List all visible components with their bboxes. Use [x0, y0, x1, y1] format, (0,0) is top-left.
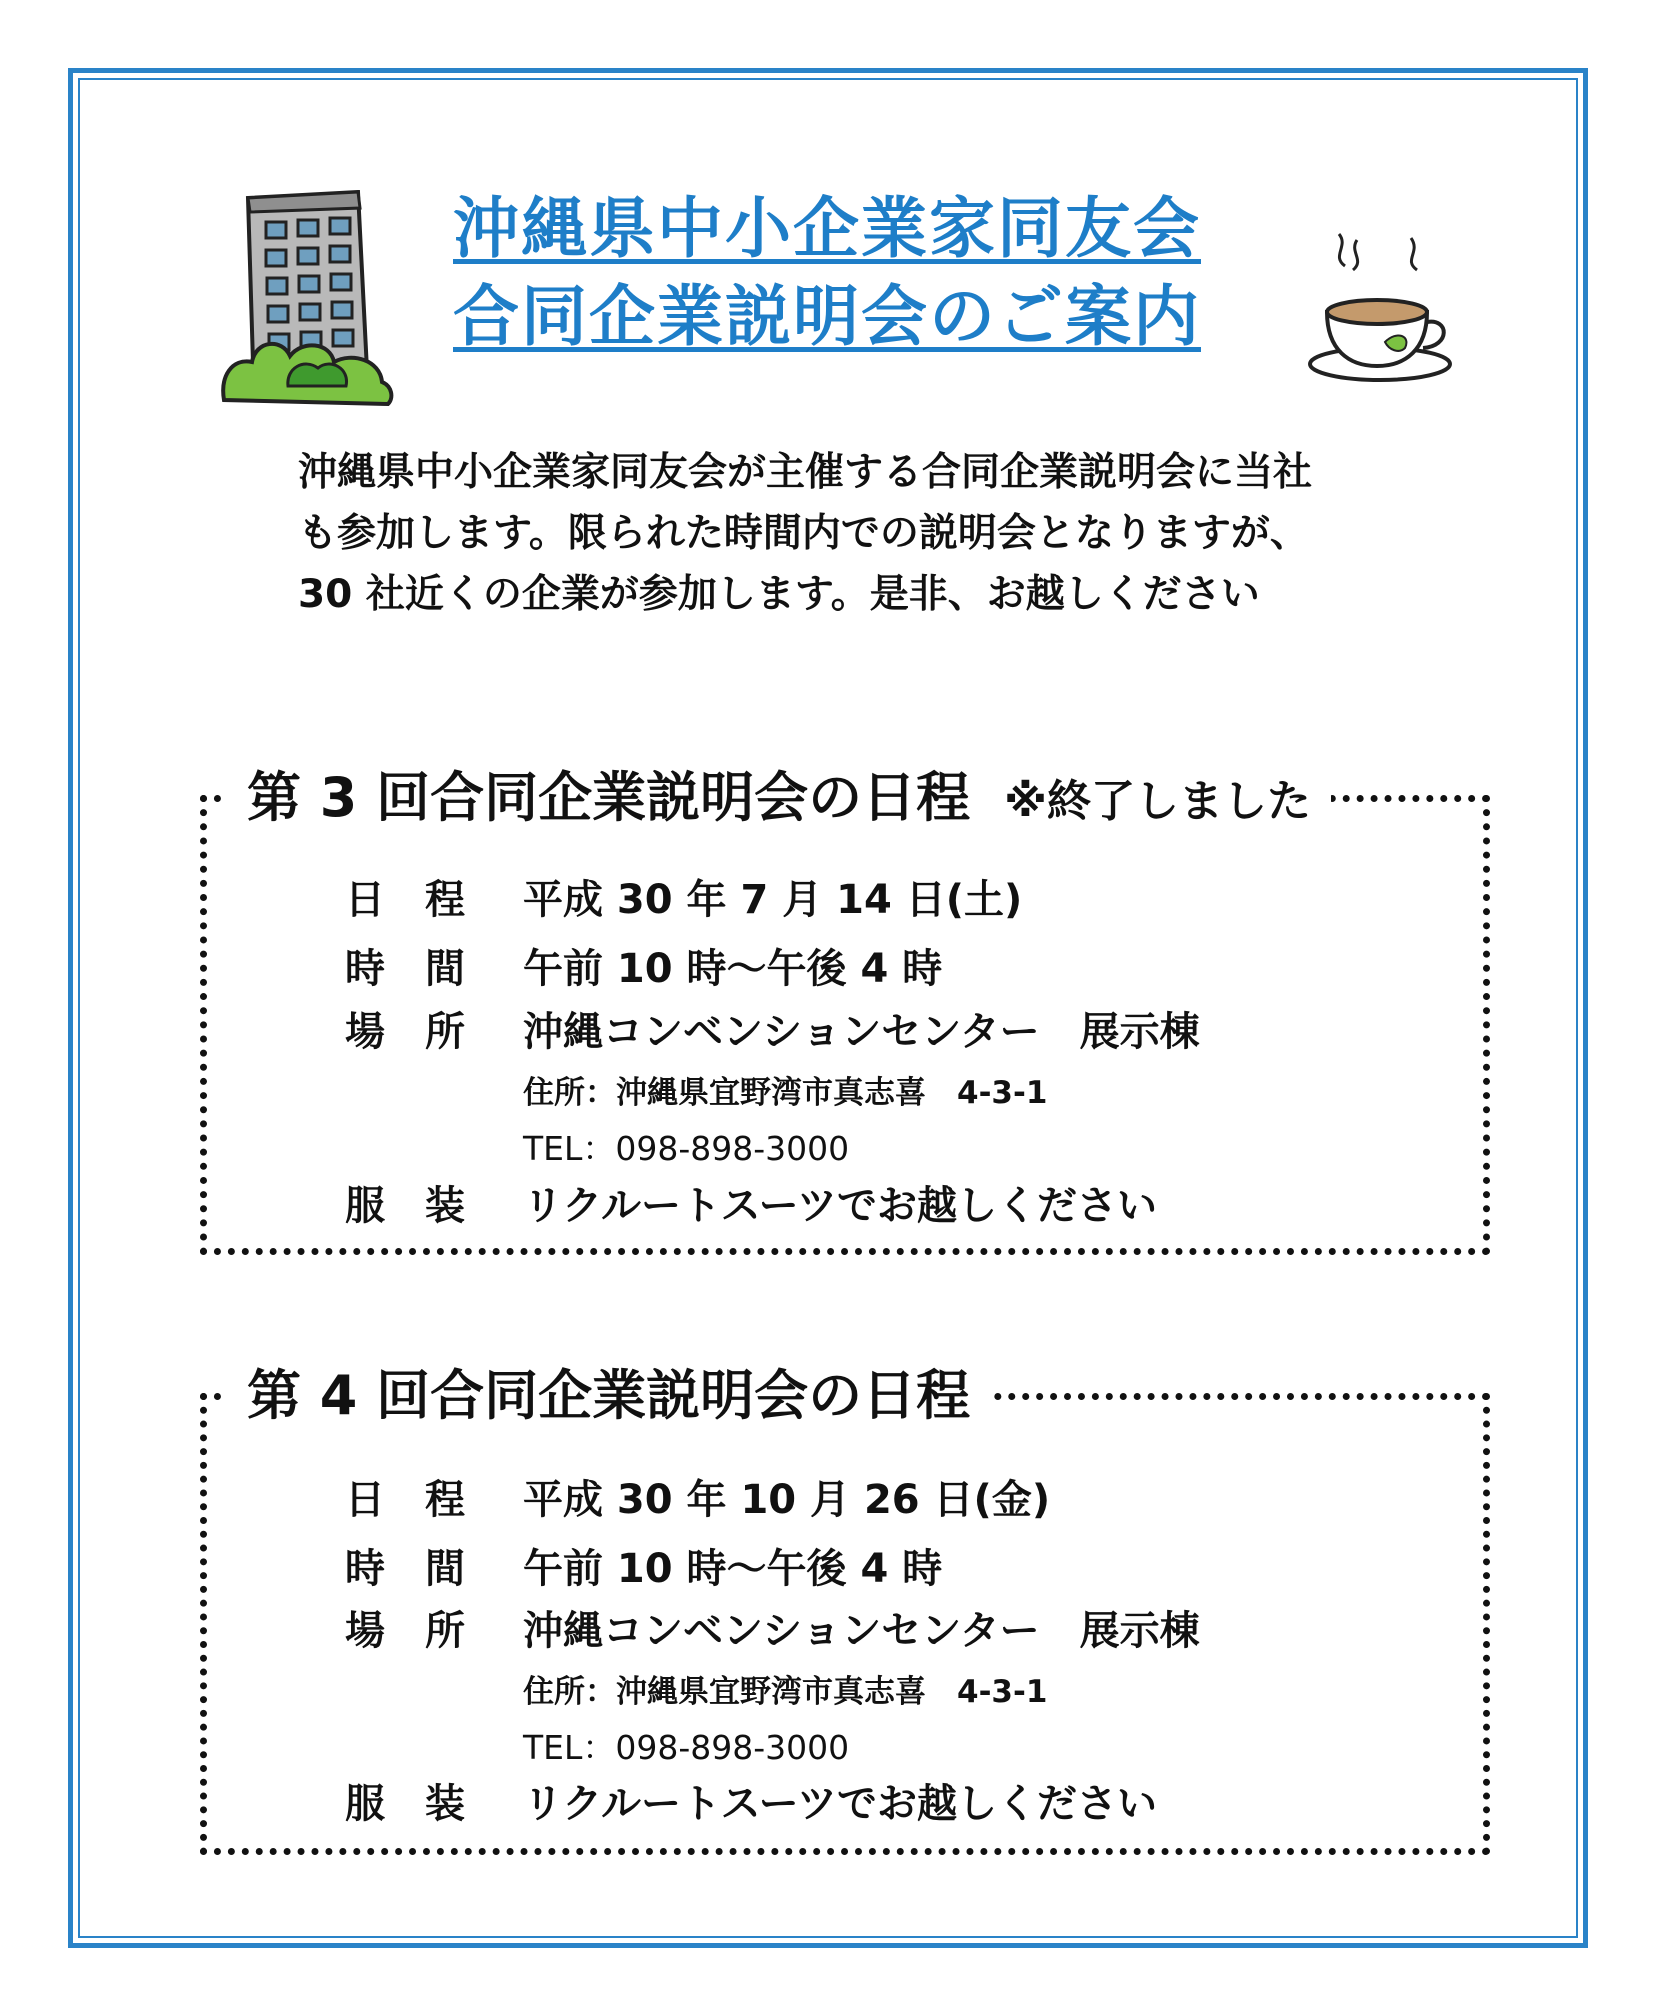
- event-4-title: 第 4 回合同企業説明会の日程: [247, 1364, 971, 1427]
- intro-line: 沖縄県中小企業家同友会が主催する合同企業説明会に当社: [298, 450, 1313, 495]
- event-3-time-row: [345, 946, 943, 992]
- dress-value: リクルートスーツでお越しください: [523, 1781, 1157, 1827]
- event-3-status-note: ※終了しました: [1004, 776, 1311, 827]
- event-4-heading: [227, 1356, 990, 1436]
- date-label: 日 程: [345, 877, 465, 923]
- dress-label: 服 装: [345, 1781, 465, 1827]
- dress-label: 服 装: [345, 1183, 465, 1229]
- page-title-line2: 合同企業説明会のご案内: [453, 278, 1201, 355]
- place-label: 場 所: [345, 1009, 465, 1055]
- intro-paragraph: [298, 442, 1498, 625]
- date-label: 日 程: [345, 1477, 465, 1523]
- place-value: 沖縄コンベンションセンター 展示棟: [523, 1608, 1200, 1654]
- event-4-address: 住所：沖縄県宜野湾市真志喜 4-3-1: [523, 1674, 1048, 1710]
- event-3-heading: [227, 758, 1331, 842]
- page-title-line1: 沖縄県中小企業家同友会: [453, 190, 1201, 267]
- place-value: 沖縄コンベンションセンター 展示棟: [523, 1009, 1200, 1055]
- time-value: 午前 10 時～午後 4 時: [523, 1546, 943, 1592]
- event-3-place-row: [345, 1009, 1200, 1055]
- event-4-tel: TEL：098-898-3000: [523, 1728, 850, 1767]
- time-label: 時 間: [345, 1546, 465, 1592]
- intro-line: 30 社近くの企業が参加します。是非、お越しください: [298, 572, 1260, 617]
- event-3-title: 第 3 回合同企業説明会の日程: [247, 766, 971, 829]
- date-value: 平成 30 年 7 月 14 日(土): [523, 877, 1023, 923]
- date-value: 平成 30 年 10 月 26 日(金): [523, 1477, 1051, 1523]
- event-4-time-row: [345, 1546, 943, 1592]
- dress-value: リクルートスーツでお越しください: [523, 1183, 1157, 1229]
- event-3-dress-row: [345, 1183, 1157, 1229]
- event-3-tel: TEL：098-898-3000: [523, 1129, 850, 1168]
- event-4-place-row: [345, 1608, 1200, 1654]
- event-3-box: [200, 766, 1490, 1255]
- time-label: 時 間: [345, 946, 465, 992]
- event-3-address: 住所：沖縄県宜野湾市真志喜 4-3-1: [523, 1075, 1048, 1111]
- intro-line: も参加します。限られた時間内での説明会となりますが、: [298, 511, 1309, 556]
- time-value: 午前 10 時～午後 4 時: [523, 946, 943, 992]
- place-label: 場 所: [345, 1608, 465, 1654]
- event-4-box: [200, 1364, 1490, 1855]
- event-3-date-row: [345, 877, 1023, 923]
- event-4-dress-row: [345, 1781, 1157, 1827]
- event-4-date-row: [345, 1477, 1051, 1523]
